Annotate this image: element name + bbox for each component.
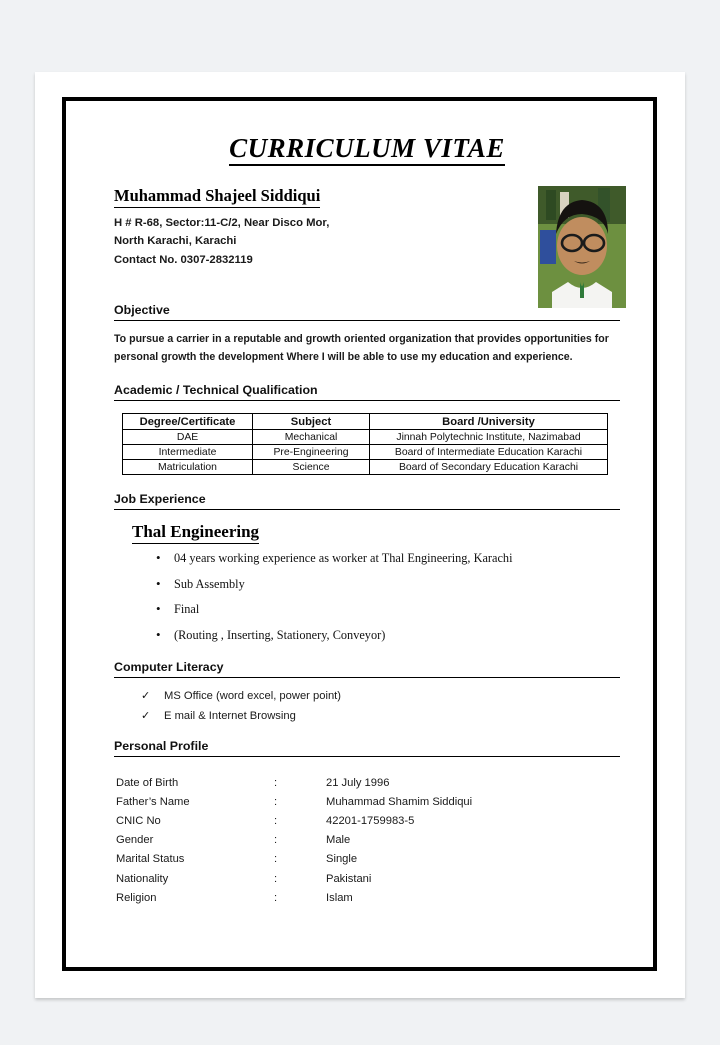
section-heading-objective: Objective — [114, 303, 620, 321]
profile-separator: : — [274, 795, 278, 808]
cell-subject: Science — [253, 460, 370, 475]
table-row — [116, 792, 576, 811]
profile-value: Muhammad Shamim Siddiqui — [326, 795, 473, 808]
profile-separator: : — [274, 776, 278, 789]
address-line-1: H # R-68, Sector:11-C/2, Near Disco Mor, — [114, 217, 330, 229]
list-item: ✓ E mail & Internet Browsing — [164, 710, 620, 722]
table-row — [123, 430, 608, 445]
profile-label: Marital Status — [116, 853, 185, 866]
profile-value: Islam — [326, 891, 353, 904]
column-header-subject: Subject — [253, 414, 370, 430]
section-heading-computer-literacy: Computer Literacy — [114, 660, 620, 678]
cell-board: Board of Secondary Education Karachi — [370, 460, 608, 475]
table-row — [123, 460, 608, 475]
identity-block — [114, 186, 620, 286]
qualification-table — [122, 413, 608, 475]
list-item: • Sub Assembly — [174, 578, 620, 592]
address-line-2: North Karachi, Karachi — [114, 235, 237, 248]
cell-degree: Intermediate — [123, 445, 253, 460]
computer-literacy-list — [114, 690, 620, 723]
profile-separator: : — [274, 872, 278, 885]
column-header-degree: Degree/Certificate — [123, 414, 253, 430]
column-header-board: Board /University — [370, 414, 608, 430]
contact-number: Contact No. 0307-2832119 — [114, 253, 253, 266]
table-row — [116, 850, 576, 869]
profile-label: Gender — [116, 834, 154, 847]
table-row — [123, 445, 608, 460]
table-row — [116, 773, 576, 792]
page-title-text: CURRICULUM VITAE — [229, 133, 505, 166]
list-item: • (Routing , Inserting, Stationery, Conveyor) — [174, 629, 620, 643]
profile-label: Religion — [116, 891, 157, 904]
page-border-frame — [62, 97, 657, 971]
cell-board: Jinnah Polytechnic Institute, Nazimabad — [370, 430, 608, 445]
profile-value: 21 July 1996 — [326, 776, 390, 789]
section-heading-personal-profile: Personal Profile — [114, 739, 620, 757]
table-row — [116, 812, 576, 831]
profile-separator: : — [274, 853, 278, 866]
profile-label: Nationality — [116, 872, 169, 885]
profile-label: CNIC No — [116, 815, 161, 828]
cell-degree: Matriculation — [123, 460, 253, 475]
objective-body: To pursue a carrier in a reputable and growth oriented organization that provides opportunities for personal growth the development Where I will be able to use my education and experience. — [114, 333, 609, 364]
table-row — [116, 888, 576, 907]
cell-subject: Mechanical — [253, 430, 370, 445]
profile-value: 42201-1759983-5 — [326, 815, 415, 828]
document-content — [114, 133, 620, 907]
profile-label: Father’s Name — [116, 795, 190, 808]
profile-photo — [538, 186, 626, 308]
cell-subject: Pre-Engineering — [253, 445, 370, 460]
list-item: • Final — [174, 603, 620, 617]
profile-separator: : — [274, 834, 278, 847]
table-header-row — [123, 414, 608, 430]
table-row — [116, 831, 576, 850]
job-experience-list — [114, 552, 620, 642]
personal-profile-table — [116, 773, 576, 907]
profile-value: Pakistani — [326, 872, 372, 885]
section-heading-job-experience: Job Experience — [114, 492, 620, 510]
list-item: ✓ MS Office (word excel, power point) — [164, 690, 620, 702]
cell-degree: DAE — [123, 430, 253, 445]
list-item: • 04 years working experience as worker at Thal Engineering, Karachi — [174, 552, 620, 566]
table-row — [116, 869, 576, 888]
cell-board: Board of Intermediate Education Karachi — [370, 445, 608, 460]
profile-separator: : — [274, 891, 278, 904]
company-name: Thal Engineering — [132, 522, 259, 544]
profile-value: Single — [326, 853, 358, 866]
profile-photo-image — [538, 186, 626, 308]
profile-label: Date of Birth — [116, 776, 179, 789]
profile-value: Male — [326, 834, 351, 847]
section-heading-academic: Academic / Technical Qualification — [114, 383, 620, 401]
document-page — [35, 72, 685, 998]
person-name: Muhammad Shajeel Siddiqui — [114, 186, 320, 208]
page-title — [114, 133, 620, 164]
profile-separator: : — [274, 815, 278, 828]
